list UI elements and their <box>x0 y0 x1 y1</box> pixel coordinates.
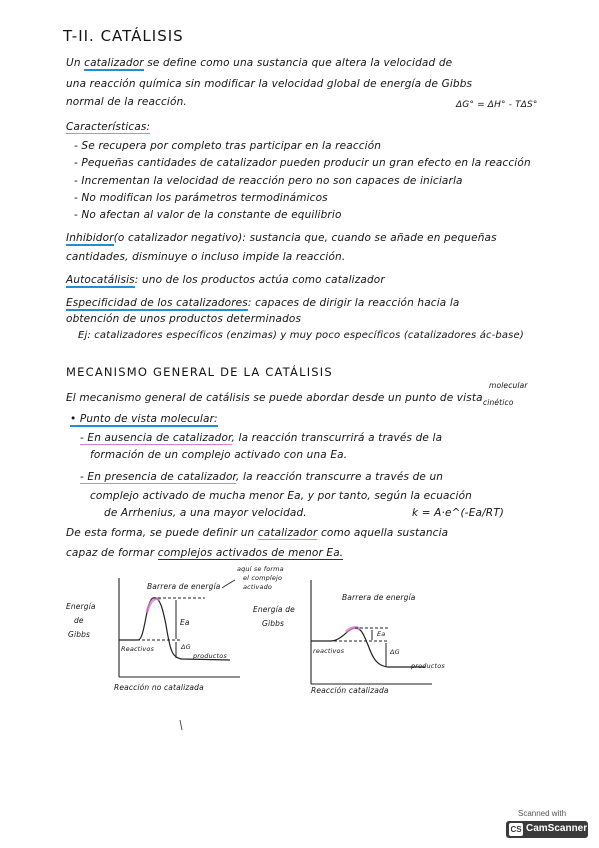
especificidad-line-2: obtención de unos productos determinados <box>66 313 302 325</box>
left-barrier-label: Barrera de energía <box>147 582 221 591</box>
term-especificidad: Especificidad de los catalizadores <box>66 297 248 309</box>
right-ylabel-2: Gibbs <box>262 619 285 628</box>
page-title: T-II. CATÁLISIS <box>63 27 184 45</box>
mecanismo-heading: MECANISMO GENERAL DE LA CATÁLISIS <box>66 365 333 379</box>
especificidad-line-1-rest: : capaces de dirigir la reacción hacia la <box>247 297 460 309</box>
conclusion-lead: De esta forma, se puede definir un <box>66 527 255 539</box>
autocatalisis-rest: : uno de los productos actúa como catalizador <box>134 274 385 286</box>
inhibidor-line-1-rest: (o catalizador negativo): sustancia que, cuando se añade en pequeñas <box>113 232 497 244</box>
left-ylabel-1: Energía <box>66 602 96 611</box>
term-complejos: complejos activados de menor Ea. <box>157 547 344 559</box>
left-side-note-1: aquí se forma <box>237 565 284 573</box>
camscanner-logo <box>506 821 588 838</box>
intro-lead: Un <box>66 57 81 69</box>
left-ylabel-3: Gibbs <box>68 630 91 639</box>
right-barrier-label: Barrera de energía <box>342 593 416 602</box>
term-presencia: - En presencia de catalizador <box>80 471 237 483</box>
intro-line-1-rest: se define como una sustancia que altera la velocidad de <box>147 57 453 69</box>
term-inhibidor: Inhibidor <box>66 232 114 244</box>
presencia-line-3: de Arrhenius, a una mayor velocidad. <box>104 507 307 519</box>
right-delta-g-label: ΔG <box>390 648 400 656</box>
presencia-rest: , la reacción transcurre a través de un <box>236 471 444 483</box>
mecanismo-intro: El mecanismo general de catálisis se puede abordar desde un punto de vista <box>66 392 483 404</box>
term-autocatalisis: Autocatálisis <box>66 274 135 286</box>
caracteristica-item: - Incrementan la velocidad de reacción pero no son capaces de iniciarla <box>74 175 463 187</box>
intro-line-2: una reacción química sin modificar la velocidad global de energía de Gibbs <box>66 78 473 90</box>
caracteristica-item: - No modifican los parámetros termodinámicos <box>74 192 328 204</box>
left-reactivos-label: Reactivos <box>121 645 154 653</box>
right-productos-label: productos <box>411 662 445 670</box>
inhibidor-line-2: cantidades, disminuye o incluso impide la reacción. <box>66 251 346 263</box>
gibbs-formula: ΔG° = ΔH° - TΔS° <box>456 100 538 110</box>
conclusion-2-lead: capaz de formar <box>66 547 155 559</box>
intro-line-3: normal de la reacción. <box>66 96 187 108</box>
term-catalizador-2: catalizador <box>257 527 318 539</box>
mecanismo-note-cinetico: cinético <box>483 398 514 407</box>
left-ea-label: Ea <box>180 618 190 627</box>
right-reactivos-label: reactivos <box>313 647 345 655</box>
camscanner-badge <box>506 809 590 839</box>
pen-mark <box>180 720 182 730</box>
left-guides <box>122 598 205 640</box>
left-diagram-axes <box>119 578 240 677</box>
right-ea-label: Ea <box>377 630 386 638</box>
especificidad-example: Ej: catalizadores específicos (enzimas) y muy poco específicos (catalizadores ác-base) <box>78 330 524 341</box>
arrhenius-equation: k = A·e^(-Ea/RT) <box>412 507 505 519</box>
right-ylabel-1: Energía de <box>253 605 295 614</box>
left-caption: Reacción no catalizada <box>114 683 204 692</box>
left-side-note-2: el complejo <box>243 574 283 582</box>
caracteristica-item: - Se recupera por completo tras participar en la reacción <box>74 140 382 152</box>
left-side-note-3: activado <box>243 583 273 591</box>
right-caption: Reacción catalizada <box>311 686 389 695</box>
camscanner-label: CamScanner <box>526 823 588 834</box>
term-catalizador: catalizador <box>84 57 144 69</box>
side-note-pointer <box>222 580 235 588</box>
term-ausencia: - En ausencia de catalizador <box>80 432 232 444</box>
punto-vista-molecular: • Punto de vista molecular: <box>70 413 218 425</box>
left-ylabel-2: de <box>74 616 84 625</box>
ausencia-rest: , la reacción transcurrirá a través de la <box>231 432 443 444</box>
caracteristica-item: - Pequeñas cantidades de catalizador pueden producir un gran efecto en la reacción <box>74 157 531 169</box>
camscanner-icon: CS <box>510 825 522 834</box>
caracteristicas-heading-label: Características: <box>66 121 151 133</box>
caracteristica-item: - No afectan al valor de la constante de equilibrio <box>74 209 342 221</box>
mecanismo-note-molecular: molecular <box>489 381 528 390</box>
ausencia-line-2: formación de un complejo activado con una Ea. <box>90 449 348 461</box>
left-delta-g-label: ΔG <box>181 643 191 651</box>
conclusion-rest: como aquella sustancia <box>320 527 449 539</box>
presencia-line-2: complejo activado de mucha menor Ea, y por tanto, según la ecuación <box>90 490 472 502</box>
left-productos-label: productos <box>193 652 227 660</box>
scanned-with-label: Scanned with <box>518 809 567 818</box>
